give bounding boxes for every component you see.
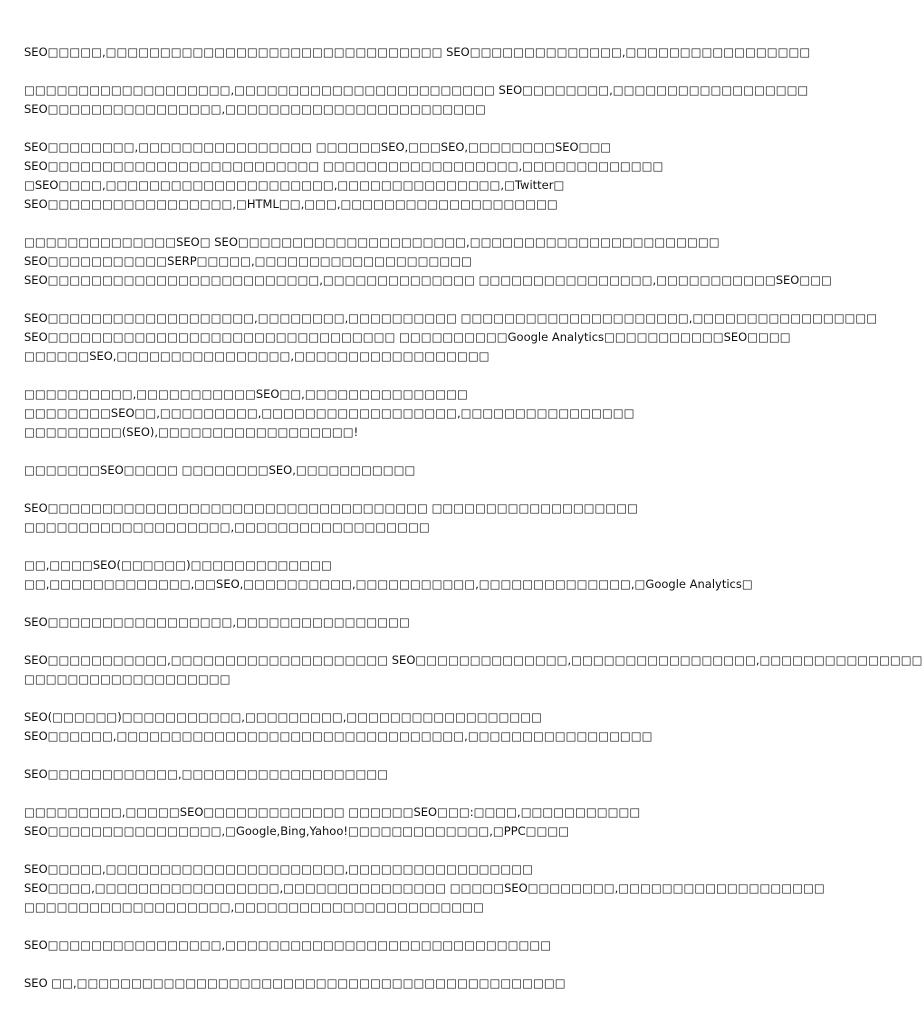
text-line: □□□□□□□□□□□□□□SEO□ SEO□□□□□□□□□□□□□□□□□□□□□,□□□□□□□□□□□□□□□□□□□□□□□	[24, 235, 720, 249]
paragraph	[24, 43, 811, 62]
text-line: SEO□□□□□□,□□□□□□□□□□□□□□□□□□□□□□□□□□□□□□□□,□□□□□□□□□□□□□□□□□	[24, 729, 653, 743]
paragraph	[24, 613, 694, 632]
text-line: □□□□□□□□□□,□□□□□□□□□□□SEO□□,□□□□□□□□□□□□□□□	[24, 387, 468, 401]
paragraph	[24, 556, 753, 594]
paragraph	[24, 461, 694, 480]
text-line: □□□□□□□□□,□□□□□SEO□□□□□□□□□□□□□ □□□□□□SEO□□□:□□□□,□□□□□□□□□□□	[24, 805, 641, 819]
text-line: □□□□□□□□□□□□□□□□□□□,□□□□□□□□□□□□□□□□□□□□□□□□ SEO□□□□□□□□,□□□□□□□□□□□□□□□□□□	[24, 83, 809, 97]
paragraph	[24, 233, 832, 290]
text-line: SEO□□□□□□□□□□□SERP□□□□□,□□□□□□□□□□□□□□□□□□□□	[24, 254, 472, 268]
text-line: □□□□□□SEO,□□□□□□□□□□□□□□□□,□□□□□□□□□□□□□□□□□□	[24, 349, 490, 363]
text-line: SEO□□□□□□□□□□□□□□□□,□□□□□□□□□□□□□□□□□□□□□□□□	[24, 102, 486, 116]
text-line: □SEO□□□□,□□□□□□□□□□□□□□□□□□□□□,□□□□□□□□□□□□□□□,□Twitter□	[24, 178, 565, 192]
text-line: SEO□□□□□□□□□□□□□□□□□□□□□□□□□□□□□□□□ □□□□□□□□□□Google Analytics□□□□□□□□□□□SEO□□□□	[24, 330, 791, 344]
paragraph	[24, 974, 694, 993]
text-line: □□□□□□□□□(SEO),□□□□□□□□□□□□□□□□□□!	[24, 425, 359, 439]
text-line: SEO□□□□□□□□□□□□□□□□□□□□□□□□□,□□□□□□□□□□□□□□ □□□□□□□□□□□□□□□□,□□□□□□□□□□□SEO□□□	[24, 273, 832, 287]
paragraph	[24, 309, 878, 366]
text-line: SEO□□□□□□□□□□□□□□□□□□□,□□□□□□□□,□□□□□□□□□□ □□□□□□□□□□□□□□□□□□□□□,□□□□□□□□□□□□□□□□□	[24, 311, 878, 325]
text-line: □□□□□□□SEO□□□□□ □□□□□□□□SEO,□□□□□□□□□□□	[24, 463, 416, 477]
text-line: □□□□□□□□□□□□□□□□□□□,□□□□□□□□□□□□□□□□□□□□□□□	[24, 900, 485, 914]
paragraph	[24, 81, 809, 119]
paragraph	[24, 708, 694, 746]
text-line: SEO□□□□□□□□□□□□□□□□,□Google,Bing,Yahoo!□□□□□□□□□□□□□,□PPC□□□□	[24, 824, 570, 838]
text-line: SEO□□□□□□□□□□□□,□□□□□□□□□□□□□□□□□□□	[24, 767, 389, 781]
paragraph	[24, 138, 694, 214]
paragraph	[24, 499, 694, 537]
text-line: SEO□□□□□□□□□□□□□□□□□,□□□□□□□□□□□□□□□□	[24, 615, 410, 629]
paragraph	[24, 651, 923, 689]
text-line: SEO□□□□□,□□□□□□□□□□□□□□□□□□□□□□,□□□□□□□□□□□□□□□□□	[24, 862, 534, 876]
paragraph	[24, 803, 694, 841]
paragraph	[24, 860, 825, 917]
paragraph	[24, 936, 694, 955]
text-line: SEO□□□□□□□□□□□,□□□□□□□□□□□□□□□□□□□□ SEO□□□□□□□□□□□□□□,□□□□□□□□□□□□□□□□□,□□□□□□□□□□□□□□□	[24, 653, 923, 667]
text-line: □□□□□□□□□□□□□□□□□□□	[24, 672, 231, 686]
text-line: SEO□□□□,□□□□□□□□□□□□□□□□□,□□□□□□□□□□□□□□□ □□□□□SEO□□□□□□□□,□□□□□□□□□□□□□□□□□□□	[24, 881, 825, 895]
text-line: □□,□□□□SEO(□□□□□□)□□□□□□□□□□□□□	[24, 558, 332, 572]
text-line: SEO(□□□□□□)□□□□□□□□□□□,□□□□□□□□□,□□□□□□□□□□□□□□□□□□	[24, 710, 542, 724]
paragraph	[24, 765, 694, 784]
text-line: □□,□□□□□□□□□□□□□,□□SEO,□□□□□□□□□□,□□□□□□□□□□□,□□□□□□□□□□□□□□,□Google Analytics□	[24, 577, 753, 591]
text-line: SEO □□,□□□□□□□□□□□□□□□□□□□□□□□□□□□□□□□□□□□□□□□□□□□□□	[24, 976, 566, 990]
text-line: SEO□□□□□□□□□□□□□□□□□,□HTML□□,□□□,□□□□□□□□□□□□□□□□□□□□	[24, 197, 558, 211]
text-line: □□□□□□□□□□□□□□□□□□□,□□□□□□□□□□□□□□□□□□	[24, 520, 430, 534]
text-line: □□□□□□□□SEO□□,□□□□□□□□□,□□□□□□□□□□□□□□□□□□,□□□□□□□□□□□□□□□□	[24, 406, 635, 420]
text-line: SEO□□□□□,□□□□□□□□□□□□□□□□□□□□□□□□□□□□□□□ SEO□□□□□□□□□□□□□□,□□□□□□□□□□□□□□□□□	[24, 45, 811, 59]
text-line: SEO□□□□□□□□□□□□□□□□□□□□□□□□□□□□□□□□□□□ □□□□□□□□□□□□□□□□□□□	[24, 501, 639, 515]
text-line: SEO□□□□□□□□□□□□□□□□□□□□□□□□□ □□□□□□□□□□□□□□□□□□,□□□□□□□□□□□□□	[24, 159, 664, 173]
text-line: SEO□□□□□□□□□□□□□□□□,□□□□□□□□□□□□□□□□□□□□□□□□□□□□□□	[24, 938, 552, 952]
paragraph	[24, 385, 694, 442]
text-line: SEO□□□□□□□□,□□□□□□□□□□□□□□□□ □□□□□□SEO,□□□SEO,□□□□□□□□SEO□□□	[24, 140, 612, 154]
